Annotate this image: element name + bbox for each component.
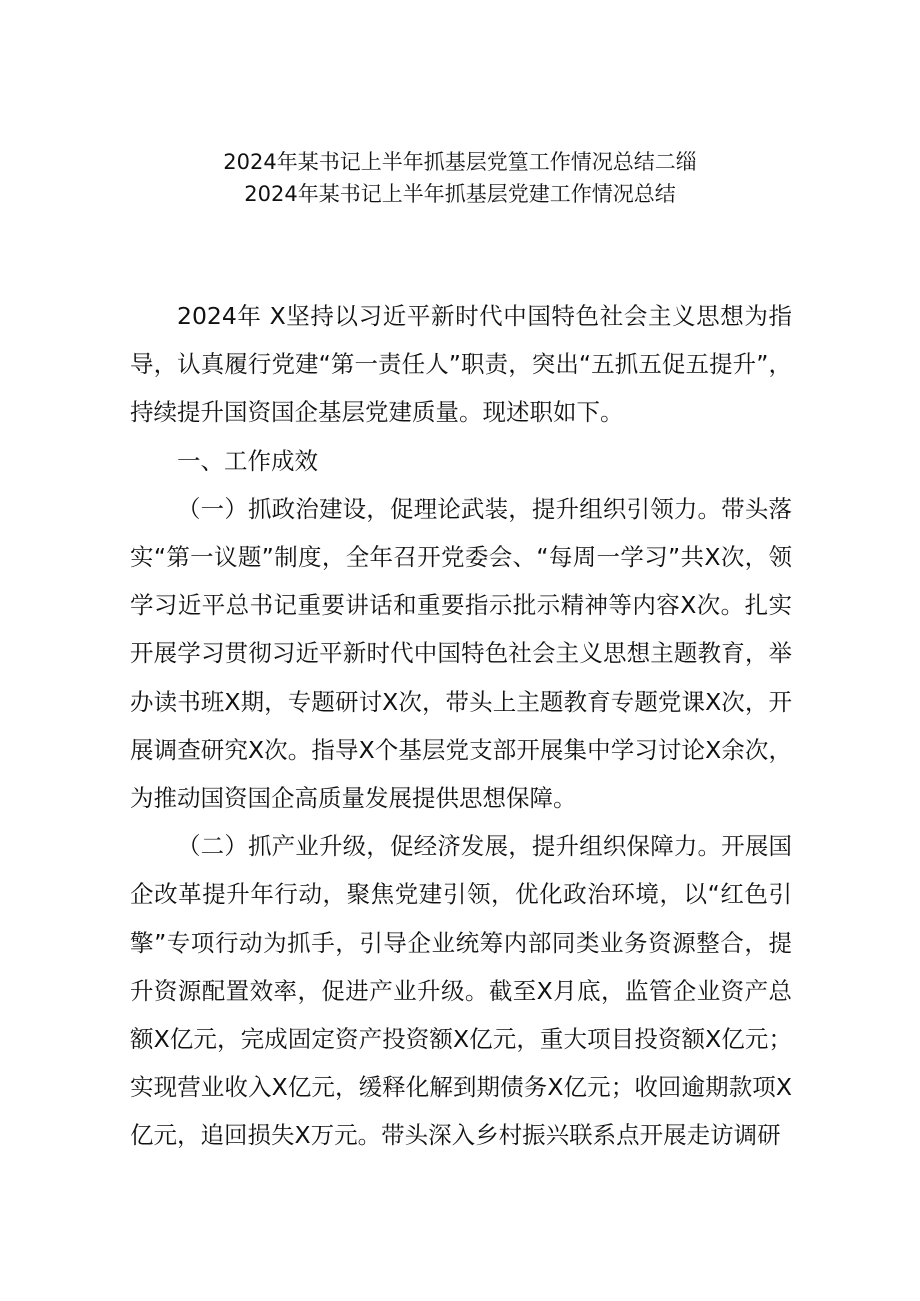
intro-paragraph: 2024年 X坚持以习近平新时代中国特色社会主义思想为指导，认真履行党建“第一责任人”职责，突出“五抓五促五提升”，持续提升国资国企基层党建质量。现述职如下。 <box>130 302 792 427</box>
section-heading-work-results: 一、工作成效 <box>177 446 318 475</box>
paragraph-industry-upgrade: （二）抓产业升级，促经济发展，提升组织保障力。开展国企改革提升年行动，聚焦党建引领，优化政治环境，以“红色引擎”专项行动为抓手，引导企业统筹内部同类业务资源整合，提升资源配置效率，促进产业升级。截至X月底，监管企业资产总额X亿元，完成固定资产投资额X亿元，重大项目投资额X亿元；实现营业收入X亿元，缓释化解到期债务X亿元；收回逾期款项X亿元，追回损失X万元。带头深入乡村振兴联系点开展走访调研 <box>130 832 792 1150</box>
document-title-line-2: 2024年某书记上半年抓基层党建工作情况总结 <box>244 182 676 206</box>
document-body <box>130 292 792 1160</box>
document-title-line-1: 2024年某书记上半年抓基层党篁工作情况总结二缁 <box>223 150 697 174</box>
paragraph-political-building: （一）抓政治建设，促理论武装，提升组织引领力。带头落实“第一议题”制度，全年召开党委会、“每周一学习”共X次，领学习近平总书记重要讲话和重要指示批示精神等内容X次。扎实开展学习贯彻习近平新时代中国特色社会主义思想主题教育，举办读书班X期，专题研讨X次，带头上主题教育专题党课X次，开展调查研究X次。指导X个基层党支部开展集中学习讨论X余次，为推动国资国企高质量发展提供思想保障。 <box>130 494 792 813</box>
title-block <box>0 146 920 210</box>
